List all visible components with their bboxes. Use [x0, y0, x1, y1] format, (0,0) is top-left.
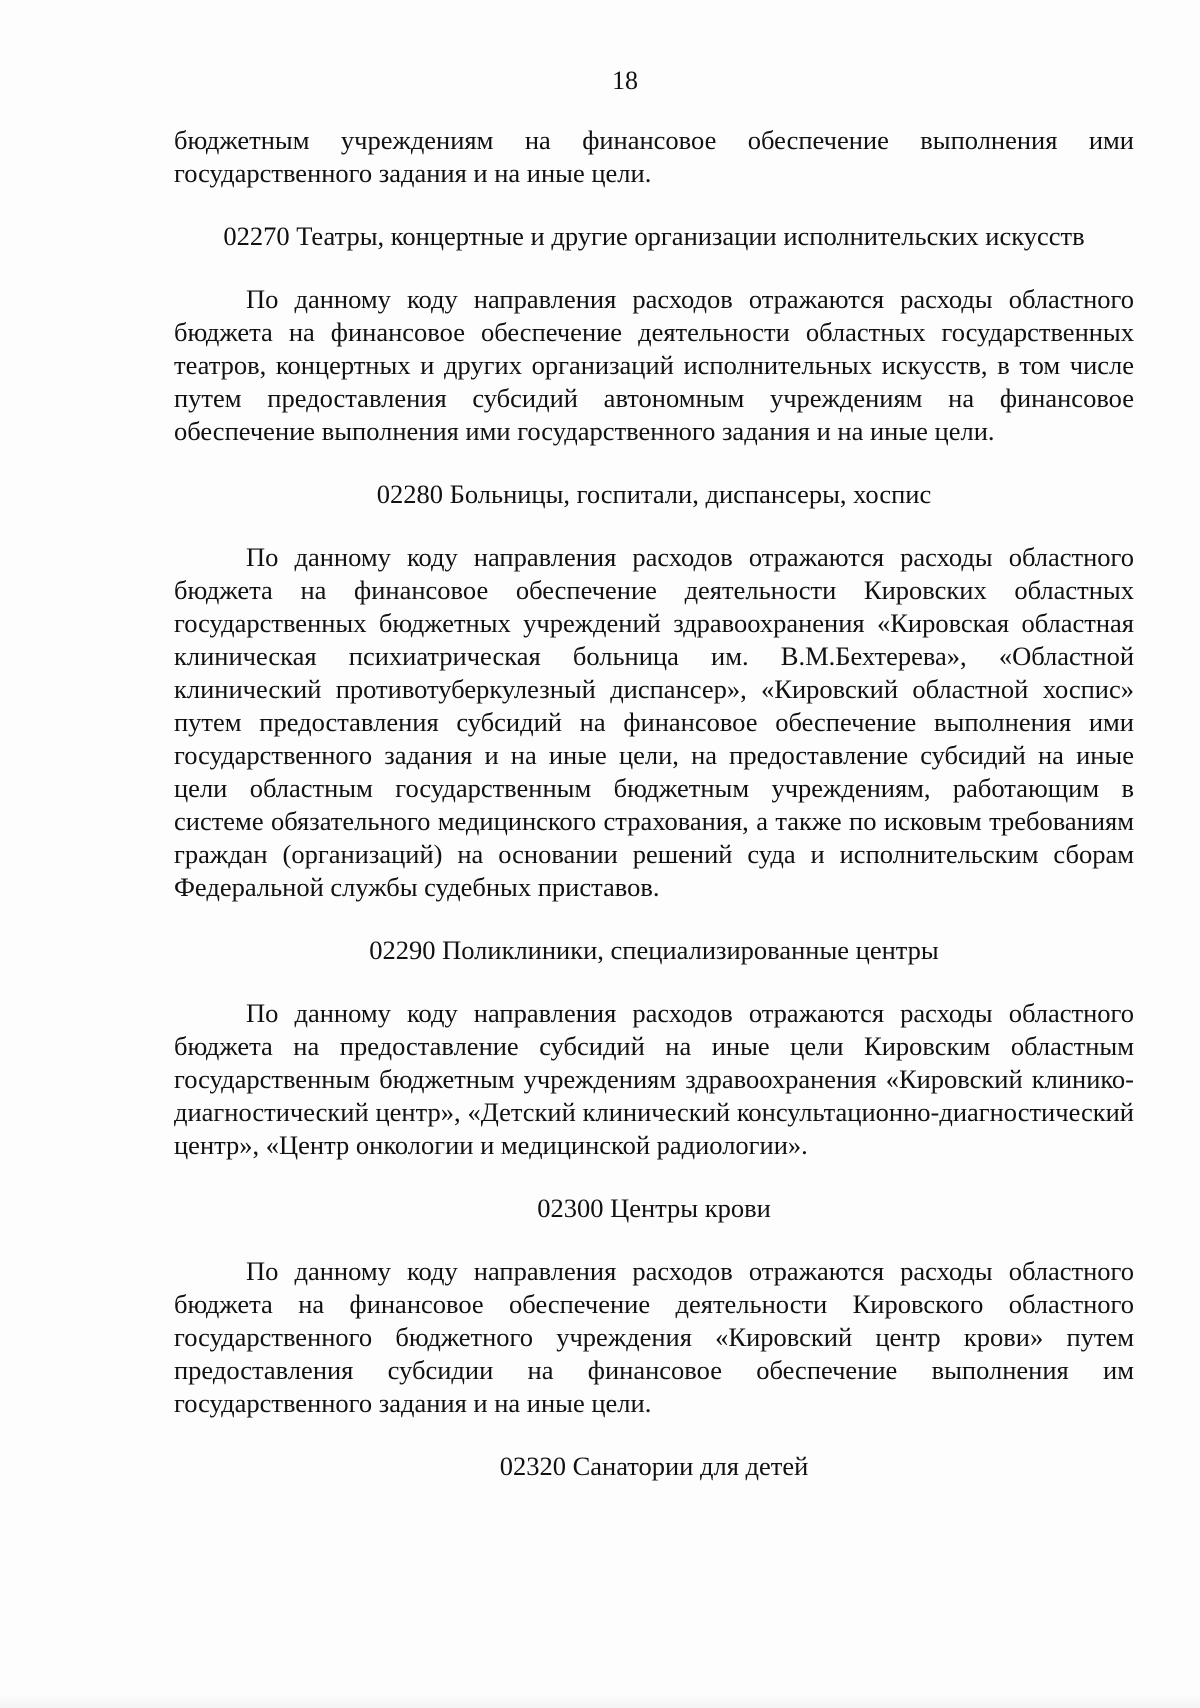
section-heading-02320: 02320 Санатории для детей [499, 1451, 809, 1481]
paragraph-02290: По данному коду направления расходов отражаются расходы областного бюджета на предоставление субсидий на иные цели Кировским областным государственным бюджетным учреждениям здравоохранения «Кировский клинико-диагностический центр», «Детский клинический консультационно-диагностический центр», «Центр онкологии и медицинской радиологии». [174, 998, 1134, 1160]
paragraph-02270: По данному коду направления расходов отражаются расходы областного бюджета на финансовое обеспечение деятельности областных государственных театров, концертных и других организаций исполнительных искусств, в том числе путем предоставления субсидий автономным учреждениям на финансовое обеспечение выполнения ими государственного задания и на иные цели. [174, 284, 1134, 446]
section-heading-02280: 02280 Больницы, госпитали, диспансеры, хоспис [376, 479, 932, 509]
section-heading-02300: 02300 Центры крови [537, 1193, 771, 1223]
paragraph-continuation: бюджетным учреждениям на финансовое обеспечение выполнения ими государственного задания и на иные цели. [174, 125, 1134, 188]
paragraph-02280: По данному коду направления расходов отражаются расходы областного бюджета на финансовое обеспечение деятельности Кировских областных государственных бюджетных учреждений здравоохранения «Кировская областная клиническая психиатрическая больница им. В.М.Бехтерева», «Областной клинический противотуберкулезный диспансер», «Кировский областной хоспис» путем предоставления субсидий на финансовое обеспечение выполнения ими государственного задания и на иные цели, на предоставление субсидий на иные цели областным государственным бюджетным учреждениям, работающим в системе обязательного медицинского страхования, а также по исковым требованиям граждан (организаций) на основании решений суда и исполнительским сборам Федеральной службы судебных приставов. [174, 542, 1134, 902]
paragraph-02300: По данному коду направления расходов отражаются расходы областного бюджета на финансовое обеспечение деятельности Кировского областного государственного бюджетного учреждения «Кировский центр крови» путем предоставления субсидии на финансовое обеспечение выполнения им государственного задания и на иные цели. [174, 1256, 1134, 1418]
section-heading-02290: 02290 Поликлиники, специализированные центры [369, 935, 939, 965]
page-number: 18 [612, 66, 638, 95]
document-body [174, 124, 1134, 1483]
scan-bottom-edge [0, 1694, 1200, 1708]
section-heading-02270: 02270 Театры, концертные и другие организации исполнительских искусств [223, 221, 1085, 251]
